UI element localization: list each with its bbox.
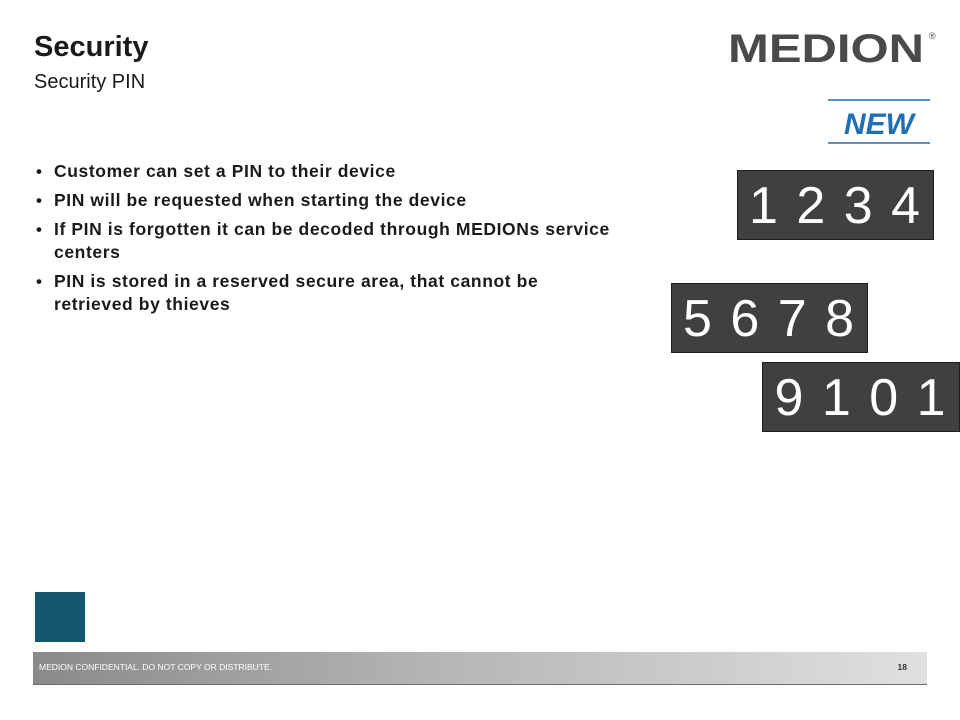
- medion-logo-text: MEDION: [728, 27, 924, 70]
- medion-logo: [726, 26, 940, 70]
- bullet-item: • PIN is stored in a reserved secure area, that cannot be retrieved by thieves: [36, 270, 616, 316]
- slide-subtitle: Security PIN: [34, 71, 146, 93]
- accent-square: [35, 592, 85, 642]
- pin-display-2: 5 6 7 8: [671, 283, 868, 353]
- footer-bar: [33, 652, 927, 685]
- new-badge-text: NEW: [844, 108, 914, 141]
- registered-mark-icon: ®: [929, 31, 936, 41]
- pin-display-1: 1 2 3 4: [737, 170, 934, 240]
- new-badge: [828, 98, 930, 146]
- bullet-item: • PIN will be requested when starting the device: [36, 189, 616, 212]
- confidential-notice: MEDION CONFIDENTIAL. DO NOT COPY OR DISTRIBUTE.: [39, 662, 272, 672]
- bullet-item: • Customer can set a PIN to their device: [36, 160, 616, 183]
- bullet-list: [36, 160, 616, 322]
- page-number: 18: [897, 662, 907, 672]
- pin-display-3: 9 1 0 1: [762, 362, 960, 432]
- bullet-item: • If PIN is forgotten it can be decoded through MEDIONs service centers: [36, 218, 616, 264]
- slide-title: Security: [34, 31, 149, 63]
